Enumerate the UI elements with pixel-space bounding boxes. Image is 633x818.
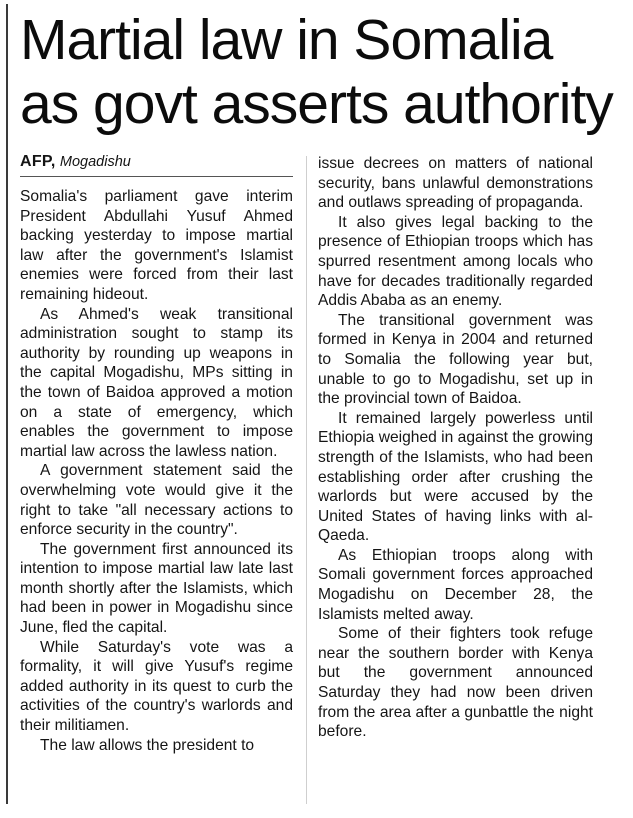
headline: [20, 8, 620, 136]
paragraph: The government first announced its intention to impose martial law late last month shortly after the Islamists, which had been in power in Mogadishu since June, fled the capital.: [20, 540, 293, 637]
paragraph: It remained largely powerless until Ethiopia weighed in against the growing strength of the Islamists, who had been establishing order after crushing the warlords but were accused by the United States of having links with al-Qaeda.: [318, 409, 593, 545]
byline: [20, 152, 293, 177]
paragraph: As Ahmed's weak transitional administration sought to stamp its authority by rounding up weapons in the capital Mogadishu, MPs sitting in the town of Baidoa approved a motion on a state of emergency, which enables the government to impose martial law across the lawless nation.: [20, 305, 293, 460]
column-divider: [306, 156, 307, 804]
paragraph: The law allows the president to: [40, 736, 255, 754]
paragraph: The transitional government was formed in Kenya in 2004 and returned to Somalia the following year but, unable to go to Mogadishu, set up in the provincial town of Baidoa.: [318, 311, 593, 408]
article-column-right: [318, 154, 593, 742]
paragraph: issue decrees on matters of national security, bans unlawful demonstrations and outlaws spreading of propaganda.: [318, 155, 593, 212]
paragraph: A government statement said the overwhelming vote would give it the right to take "all necessary actions to enforce security in the country".: [20, 462, 293, 539]
byline-agency: AFP,: [20, 153, 56, 170]
byline-dateline: Mogadishu: [59, 154, 131, 170]
headline-line-1: Martial law in Somalia: [20, 8, 553, 72]
paragraph: While Saturday's vote was a formality, it will give Yusuf's regime added authority in its quest to curb the activities of the country's warlords and their militiamen.: [20, 638, 293, 735]
paragraph: Somalia's parliament gave interim President Abdullahi Yusuf Ahmed backing yesterday to impose martial law after the government's Islamist enemies were forced from their last remaining hideout.: [20, 188, 293, 303]
paragraph: It also gives legal backing to the presence of Ethiopian troops which has spurred resentment among locals who have for decades traditionally regarded Addis Ababa as an enemy.: [318, 213, 593, 310]
column-rule-left: [6, 4, 8, 804]
paragraph: Some of their fighters took refuge near the southern border with Kenya but the government announced Saturday they had now been driven from the area after a gunbattle the night before.: [318, 625, 593, 741]
paragraph: As Ethiopian troops along with Somali government forces approached Mogadishu on December 28, the Islamists melted away.: [318, 546, 593, 623]
article-column-left: [20, 152, 293, 755]
story-left: [20, 187, 293, 755]
headline-line-2: as govt asserts authority: [20, 72, 613, 136]
